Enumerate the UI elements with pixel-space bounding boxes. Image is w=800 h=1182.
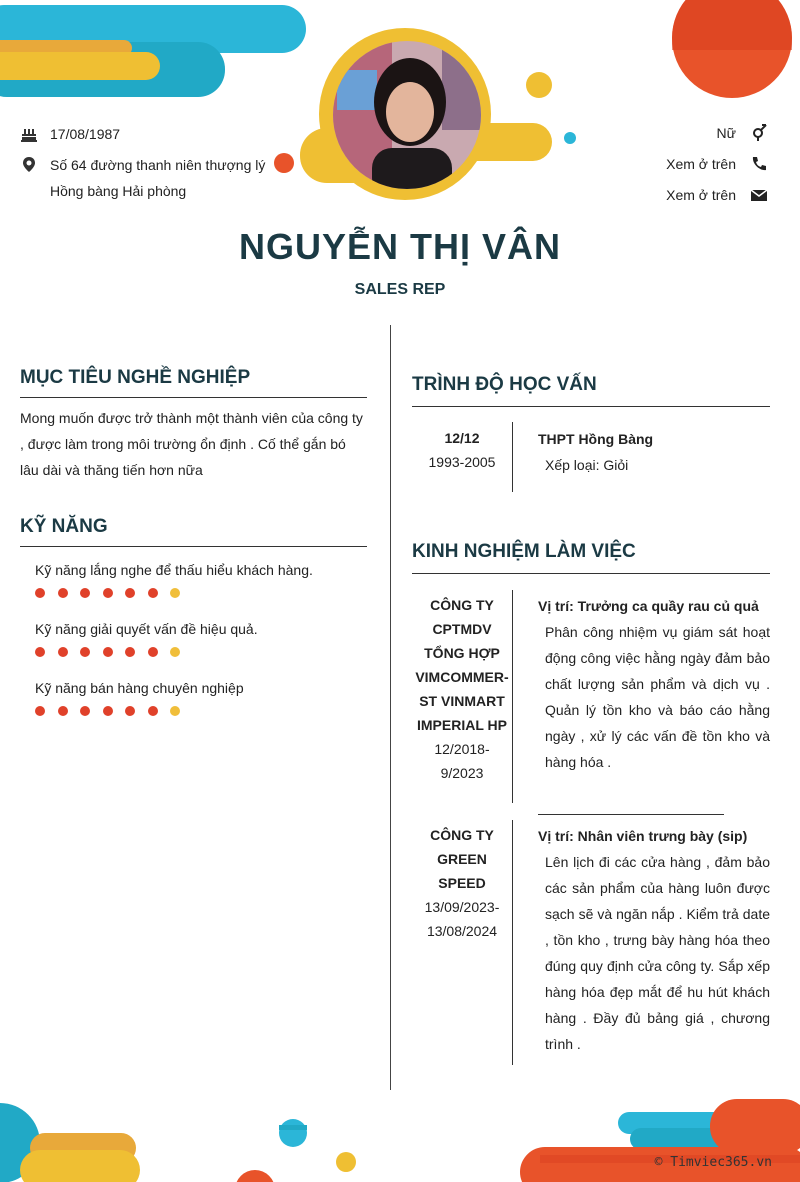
experience-2-position: Vị trí: Nhân viên trưng bày (sip) xyxy=(538,828,748,844)
address-line-1: Số 64 đường thanh niên thượng lý xyxy=(50,157,266,173)
skill-rating-dot xyxy=(103,706,113,716)
experience-1-description: Phân công nhiệm vụ giám sát hoạt động công việc hằng ngày đảm bảo chất lượng sản phẩm và dịch vụ . Quản lý tồn kho và báo cáo hằng ngày , xử lý các vấn đề tồn kho và hàng hóa . xyxy=(545,624,770,770)
experience-rule xyxy=(412,573,770,574)
skill-name-3: Kỹ năng bán hàng chuyên nghiệp xyxy=(35,680,244,696)
experience-1-position: Vị trí: Trưởng ca quầy rau củ quả xyxy=(538,598,759,614)
company-line: CPTMDV xyxy=(432,621,492,637)
watermark: © Timviec365.vn xyxy=(654,1155,772,1170)
education-title: TRÌNH ĐỘ HỌC VẤN xyxy=(412,374,597,395)
company-line: ST VINMART xyxy=(419,693,505,709)
date-line: 12/2018- xyxy=(434,741,490,757)
skill-rating-dot xyxy=(125,706,135,716)
address-line-2: Hồng bàng Hải phòng xyxy=(50,183,187,199)
skill-rating-dot xyxy=(148,706,158,716)
gender-icon xyxy=(750,124,768,142)
birthday-row xyxy=(20,121,120,147)
experience-2-description: Lên lịch đi các cửa hàng , đảm bảo các sản phẩm của hàng luôn được sạch sẽ và ngăn nắp . Kiểm trả date , tồn kho , trưng bày hàng hóa theo đúng quy định cửa công ty. Sắp xếp hàng hóa đẹp mắt để hu hút khách hàng . Đầy đủ bảng giá , chương trình . xyxy=(545,854,770,1052)
skill-rating-dot xyxy=(35,647,45,657)
skill-rating-1 xyxy=(35,588,180,598)
skill-rating-dot xyxy=(80,647,90,657)
career-goal-rule xyxy=(20,397,367,398)
skill-rating-dot xyxy=(170,706,180,716)
skill-rating-dot xyxy=(35,588,45,598)
job-title: SALES REP xyxy=(354,281,446,298)
map-pin-icon xyxy=(20,156,38,174)
skill-rating-dot xyxy=(80,588,90,598)
education-grade: 12/12 xyxy=(444,430,480,446)
company-line: CÔNG TY xyxy=(430,827,494,843)
education-period xyxy=(412,426,512,474)
career-goal-title: MỤC TIÊU NGHỀ NGHIỆP xyxy=(20,367,251,388)
email-text: Xem ở trên xyxy=(666,187,736,203)
candidate-name: NGUYỄN THỊ VÂN xyxy=(238,226,562,267)
career-goal-text: Mong muốn được trở thành một thành viên của công ty , được làm trong môi trường ổn định . Cố thể gắn bó lâu dài và thăng tiến hơn nữa xyxy=(20,410,363,478)
skills-title: KỸ NĂNG xyxy=(20,516,108,537)
education-result: Xếp loại: Giỏi xyxy=(545,457,629,473)
experience-title: KINH NGHIỆM LÀM VIỆC xyxy=(412,541,636,562)
column-divider xyxy=(390,325,391,1090)
phone-text: Xem ở trên xyxy=(666,156,736,172)
skill-rating-dot xyxy=(35,706,45,716)
top-right-decoration xyxy=(660,0,800,110)
company-line: TỔNG HỢP xyxy=(424,645,500,661)
skill-rating-dot xyxy=(58,706,68,716)
address-row xyxy=(20,152,265,204)
company-line: CÔNG TY xyxy=(430,597,494,613)
education-rule xyxy=(412,406,770,407)
company-line: IMPERIAL HP xyxy=(417,717,507,733)
date-line: 9/2023 xyxy=(440,765,484,781)
address-text xyxy=(50,152,265,204)
skill-rating-dot xyxy=(170,647,180,657)
skill-rating-dot xyxy=(103,588,113,598)
education-years: 1993-2005 xyxy=(428,454,496,470)
skill-name-1: Kỹ năng lắng nghe để thấu hiểu khách hàng. xyxy=(35,562,313,578)
phone-icon xyxy=(750,155,768,173)
education-timeline xyxy=(512,422,513,492)
experience-2-company xyxy=(412,823,512,943)
skill-name-2: Kỹ năng giải quyết vấn đề hiệu quả. xyxy=(35,621,258,637)
skill-rating-3 xyxy=(35,706,180,716)
skill-rating-dot xyxy=(125,647,135,657)
phone-row xyxy=(666,155,768,173)
date-line: 13/08/2024 xyxy=(426,923,498,939)
envelope-icon xyxy=(750,186,768,204)
birthday-text: 17/08/1987 xyxy=(50,126,121,142)
skill-rating-dot xyxy=(80,706,90,716)
company-line: VIMCOMMER- xyxy=(415,669,509,685)
skill-rating-2 xyxy=(35,647,180,657)
gender-text: Nữ xyxy=(716,125,736,141)
date-line: 13/09/2023- xyxy=(424,899,500,915)
gender-row xyxy=(717,124,768,142)
experience-1-timeline xyxy=(512,590,513,803)
education-school: THPT Hồng Bàng xyxy=(538,431,654,447)
cake-icon xyxy=(20,125,38,143)
experience-1-company xyxy=(412,593,512,785)
bottom-mid-dot xyxy=(335,1151,359,1175)
bottom-left-decoration xyxy=(0,1095,320,1182)
skill-rating-dot xyxy=(103,647,113,657)
avatar xyxy=(332,40,482,190)
skill-rating-dot xyxy=(170,588,180,598)
experience-separator xyxy=(538,814,724,815)
skill-rating-dot xyxy=(125,588,135,598)
skill-rating-dot xyxy=(58,588,68,598)
skills-rule xyxy=(20,546,367,547)
skill-rating-dot xyxy=(58,647,68,657)
skill-rating-dot xyxy=(148,588,158,598)
experience-2-timeline xyxy=(512,820,513,1065)
skill-rating-dot xyxy=(148,647,158,657)
company-line: GREEN SPEED xyxy=(437,851,487,891)
email-row xyxy=(666,186,768,204)
